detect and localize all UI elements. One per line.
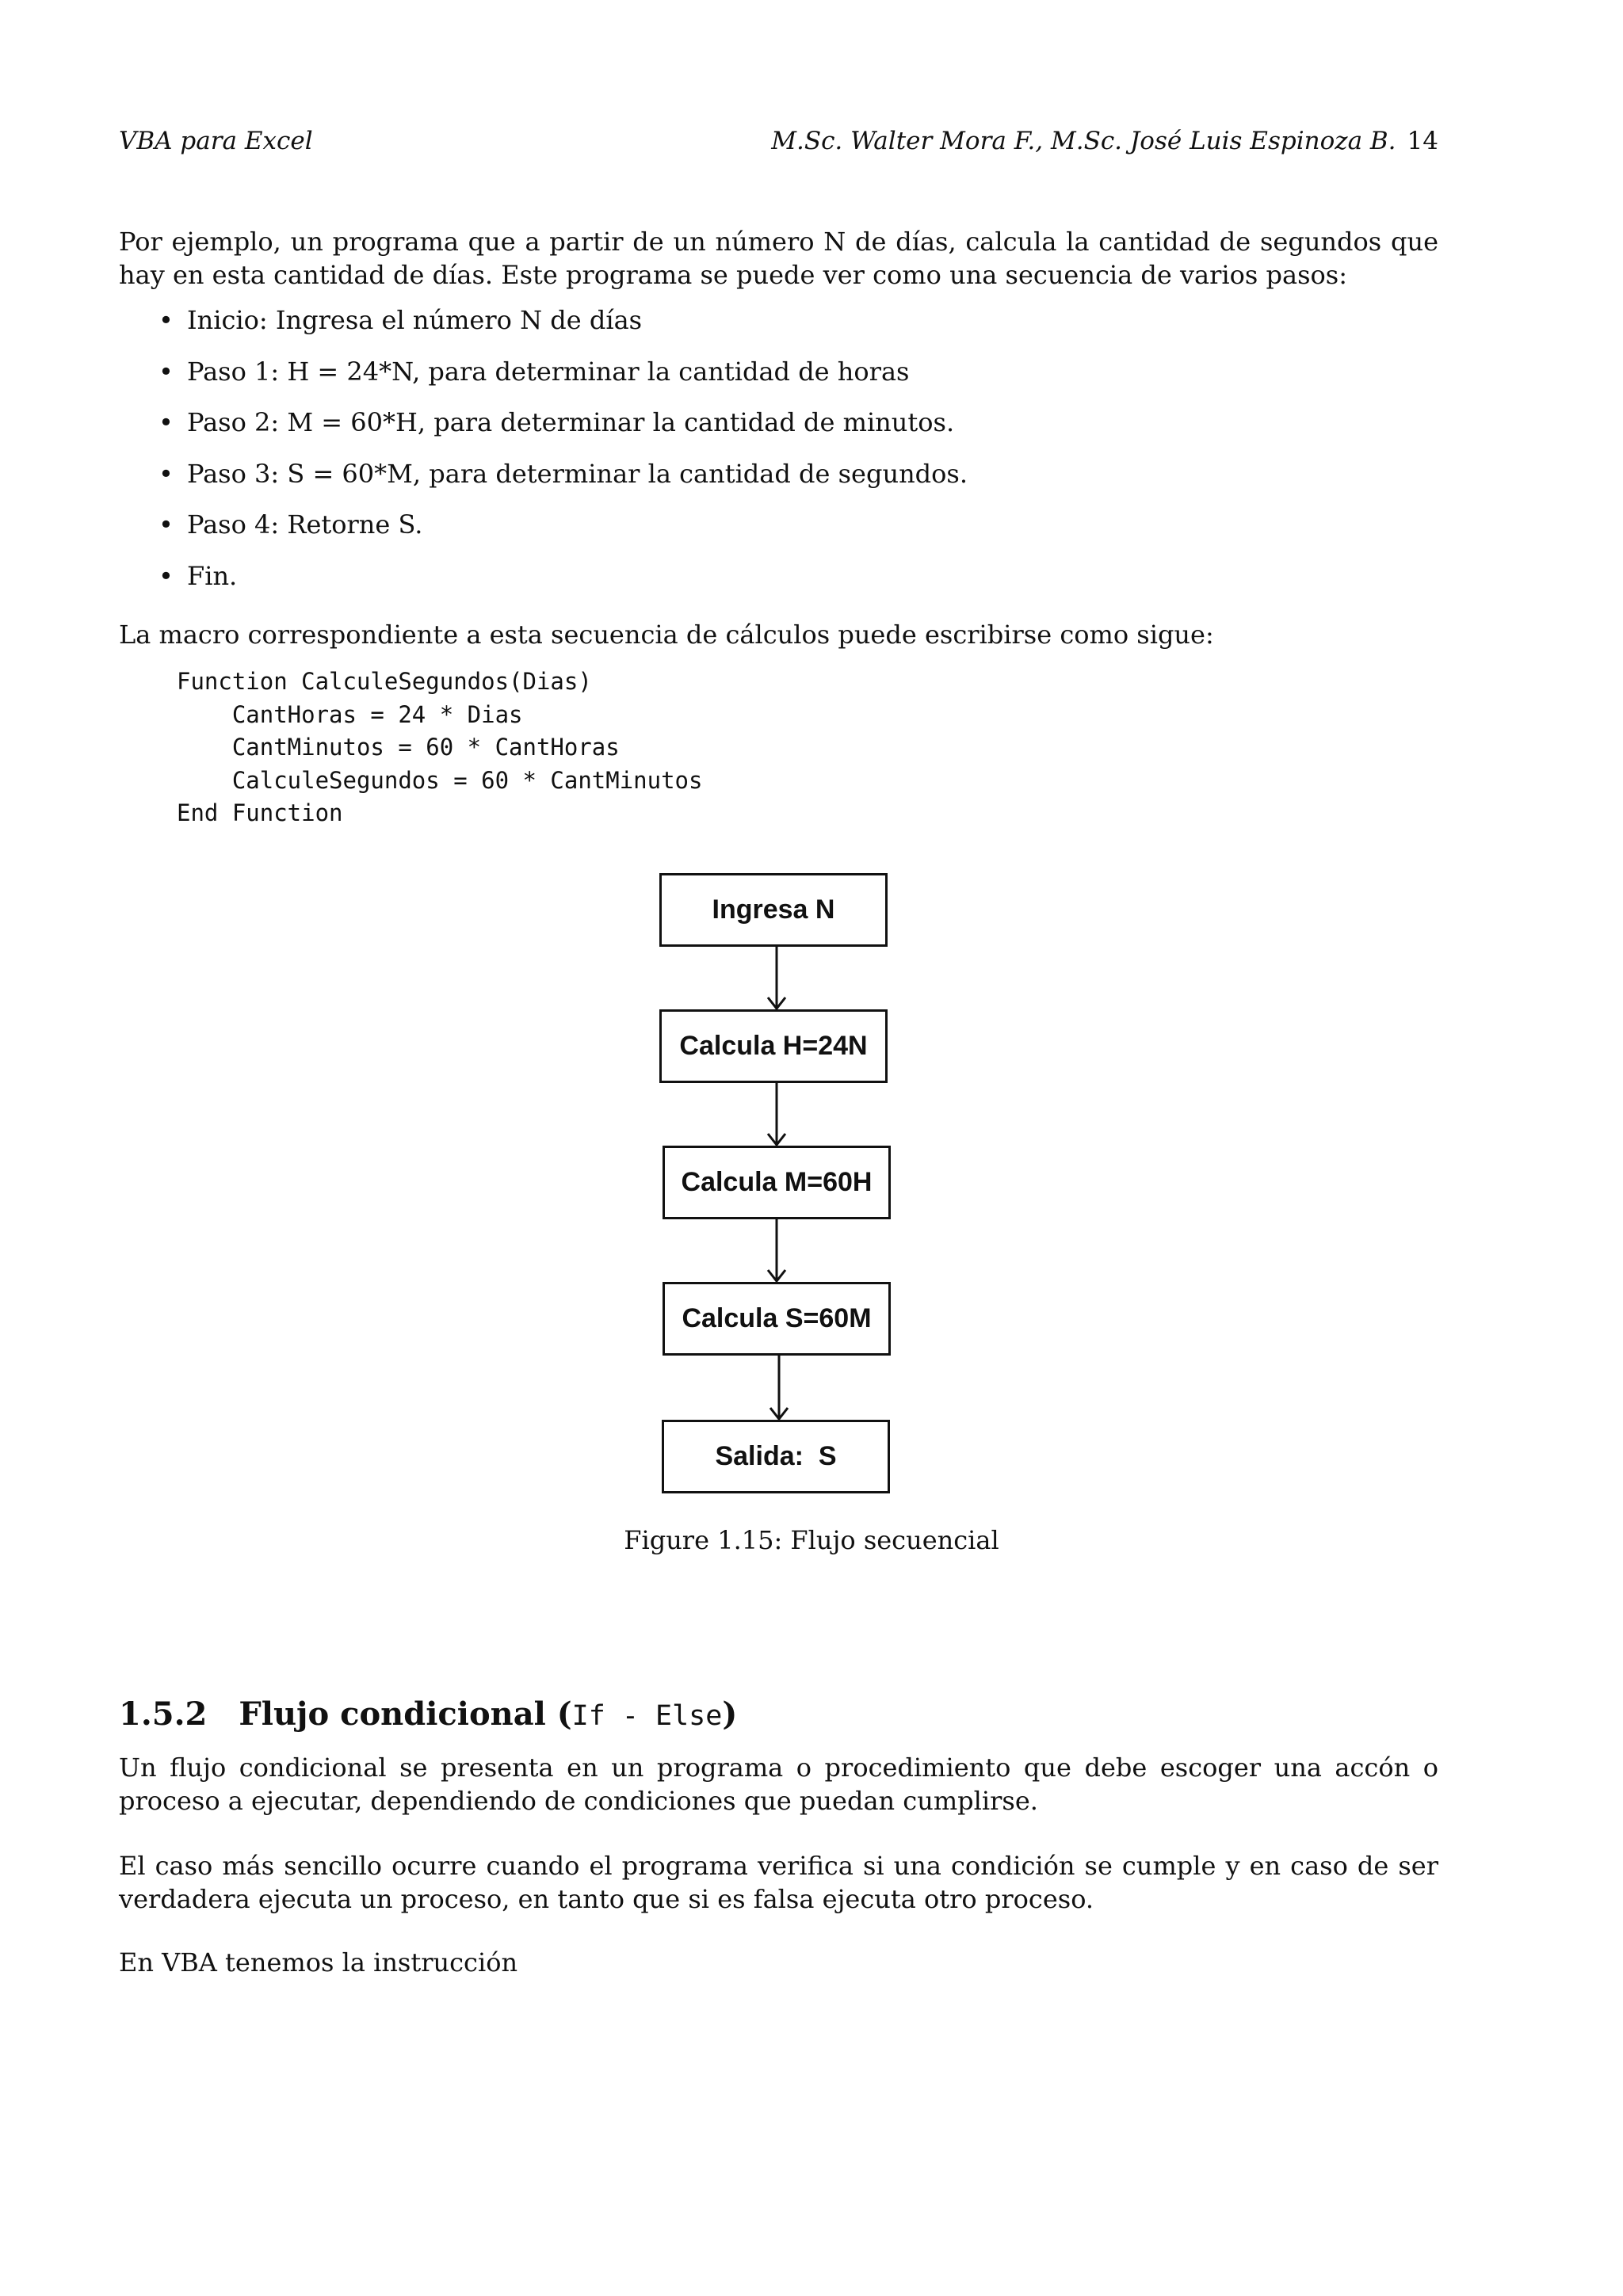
header-book-title: VBA para Excel — [119, 127, 313, 155]
paragraph: El caso más sencillo ocurre cuando el programa verifica si una condición se cumple y en caso de ser verdadera ejecuta un proceso, en tanto que si es falsa ejecuta otro proceso. — [119, 1851, 1438, 1914]
section-title-code: If - Else — [571, 1700, 723, 1732]
list-item — [141, 559, 968, 611]
list-item — [141, 355, 968, 406]
bullet-icon: • — [158, 356, 174, 387]
code-line: CalculeSegundos = 60 * CantMinutos — [177, 766, 703, 794]
section-title-end: ) — [722, 1695, 738, 1733]
section-number: 1.5.2 — [119, 1695, 208, 1733]
step-text: Paso 1: H = 24*N, para determinar la cantidad de horas — [187, 356, 910, 387]
macro-intro-paragraph: La macro correspondiente a esta secuencia de cálculos puede escribirse como sigue: — [119, 620, 1214, 650]
flow-arrow — [765, 1219, 789, 1283]
step-text: Paso 4: Retorne S. — [187, 509, 423, 540]
flowchart-node-hours: Calcula H=24N — [659, 1009, 888, 1083]
bullet-icon: • — [158, 560, 174, 591]
bullet-icon: • — [158, 458, 174, 489]
step-text: Paso 3: S = 60*M, para determinar la cantidad de segundos. — [187, 458, 968, 489]
list-item — [141, 406, 968, 457]
code-line: CantHoras = 24 * Dias — [177, 700, 523, 728]
bullet-icon: • — [158, 305, 174, 335]
step-text: Paso 2: M = 60*H, para determinar la cantidad de minutos. — [187, 407, 955, 437]
flow-arrow — [765, 1083, 789, 1146]
figure-caption: Figure 1.15: Flujo secuencial — [624, 1525, 999, 1555]
code-line: Function CalculeSegundos(Dias) — [177, 668, 592, 695]
list-item — [141, 457, 968, 509]
flowchart — [650, 864, 903, 1497]
section-title: Flujo condicional ( — [239, 1695, 572, 1733]
flowchart-node-output: Salida: S — [662, 1420, 890, 1493]
section-heading — [119, 1695, 737, 1733]
step-text: Fin. — [187, 560, 238, 591]
flow-arrow — [767, 1356, 791, 1421]
bullet-icon: • — [158, 509, 174, 540]
list-item — [141, 508, 968, 559]
intro-paragraph: Por ejemplo, un programa que a partir de un número N de días, calcula la cantidad de segundos que hay en esta cantidad de días. Este programa se puede ver como una secuencia de varios pasos: — [119, 227, 1438, 290]
code-line: CantMinutos = 60 * CantHoras — [177, 734, 620, 761]
flowchart-node-input: Ingresa N — [659, 873, 888, 947]
flow-arrow — [765, 947, 789, 1010]
header-authors: M.Sc. Walter Mora F., M.Sc. José Luis Espinoza B. — [771, 127, 1396, 155]
header-authors-and-page — [771, 127, 1438, 155]
paragraph: En VBA tenemos la instrucción — [119, 1947, 518, 1978]
list-item — [141, 303, 968, 355]
code-line: End Function — [177, 799, 343, 826]
steps-list — [141, 303, 968, 610]
flowchart-node-seconds: Calcula S=60M — [663, 1282, 891, 1356]
bullet-icon: • — [158, 407, 174, 437]
page-number: 14 — [1407, 127, 1438, 155]
step-text: Inicio: Ingresa el número N de días — [187, 305, 643, 335]
flowchart-node-minutes: Calcula M=60H — [663, 1146, 891, 1219]
paragraph: Un flujo condicional se presenta en un programa o procedimiento que debe escoger una accón o proceso a ejecutar, dependiendo de condiciones que puedan cumplirse. — [119, 1753, 1438, 1816]
code-block — [177, 666, 702, 830]
